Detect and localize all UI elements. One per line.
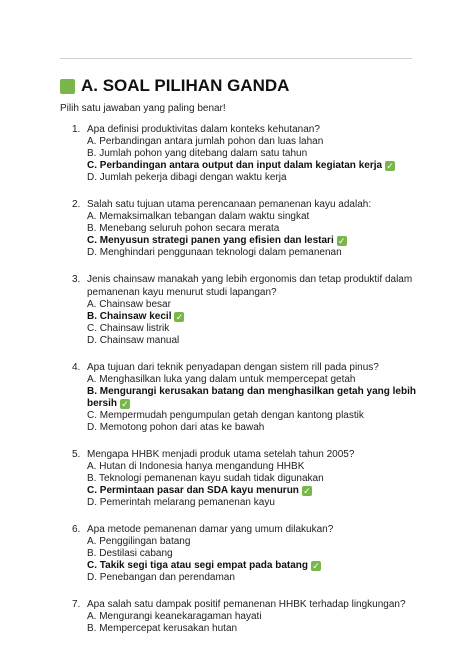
question-text-row: [60, 198, 420, 211]
question-text: Apa metode pemanenan damar yang umum dilakukan?: [87, 524, 334, 535]
correct-answer-option: [87, 235, 420, 247]
option-label: B. Teknologi pemanenan kayu sudah tidak digunakan: [87, 473, 324, 484]
option-label: B. Menebang seluruh pohon secara merata: [87, 223, 280, 234]
option-label: D. Jumlah pekerja dibagi dengan waktu kerja: [87, 172, 287, 183]
answer-option: [87, 548, 420, 560]
option-label: B. Destilasi cabang: [87, 548, 173, 559]
answer-option: [87, 223, 420, 235]
question-item: [60, 598, 420, 635]
question-text: Salah satu tujuan utama perencanaan pemanenan kayu adalah:: [87, 199, 372, 210]
answer-option: [87, 136, 420, 148]
green-square-icon: [60, 79, 75, 94]
question-text: Jenis chainsaw manakah yang lebih ergonomis dan tetap produktif dalam pemanenan kayu menurut studi lapangan?: [87, 274, 413, 298]
section-title: A. SOAL PILIHAN GANDA: [81, 76, 290, 95]
option-label: C. Mempermudah pengumpulan getah dengan kantong plastik: [87, 410, 364, 421]
answer-option: [87, 374, 420, 386]
answer-option: [87, 148, 420, 160]
question-text-row: [60, 448, 420, 461]
answer-option: [87, 473, 420, 485]
check-mark-icon: ✓: [386, 161, 394, 171]
question-number: 1.: [72, 124, 81, 135]
answer-option: [87, 461, 420, 473]
option-label: A. Penggilingan batang: [87, 536, 191, 547]
answer-option: [87, 611, 420, 623]
answer-option: [87, 335, 420, 347]
option-label: C. Menyusun strategi panen yang efisien dan lestari: [87, 235, 334, 246]
option-label: C. Takik segi tiga atau segi empat pada batang: [87, 560, 308, 571]
option-label: C. Perbandingan antara output dan input dalam kegiatan kerja: [87, 160, 383, 171]
answer-option: [87, 323, 420, 335]
correct-answer-option: [87, 386, 420, 410]
check-mark-icon: ✓: [121, 399, 129, 409]
option-label: A. Chainsaw besar: [87, 299, 171, 310]
top-divider: [60, 58, 412, 59]
correct-answer-option: [87, 311, 420, 323]
option-label: A. Hutan di Indonesia hanya mengandung HHBK: [87, 461, 305, 472]
option-list: [60, 461, 420, 509]
question-text: Apa definisi produktivitas dalam konteks kehutanan?: [87, 124, 320, 135]
option-label: A. Perbandingan antara jumlah pohon dan luas lahan: [87, 136, 324, 147]
question-number: 2.: [72, 199, 81, 210]
check-mark-icon: ✓: [312, 561, 320, 571]
question-item: [60, 198, 420, 259]
option-list: [60, 536, 420, 584]
question-item: [60, 273, 420, 347]
question-text-row: [60, 361, 420, 374]
question-number: 6.: [72, 524, 81, 535]
question-item: [60, 448, 420, 509]
option-label: A. Menghasilkan luka yang dalam untuk mempercepat getah: [87, 374, 356, 385]
question-item: [60, 361, 420, 434]
question-text-row: [60, 273, 420, 299]
correct-answer-option: [87, 485, 420, 497]
correct-answer-option: [87, 160, 420, 172]
answer-option: [87, 536, 420, 548]
option-list: [60, 611, 420, 635]
correct-answer-option: [87, 560, 420, 572]
question-text-row: [60, 598, 420, 611]
option-label: B. Jumlah pohon yang ditebang dalam satu tahun: [87, 148, 308, 159]
option-label: D. Chainsaw manual: [87, 335, 180, 346]
question-number: 4.: [72, 362, 81, 373]
question-item: [60, 523, 420, 584]
option-label: D. Pemerintah melarang pemanenan kayu: [87, 497, 275, 508]
option-label: A. Memaksimalkan tebangan dalam waktu singkat: [87, 211, 310, 222]
option-label: B. Chainsaw kecil: [87, 311, 172, 322]
option-list: [60, 374, 420, 434]
answer-option: [87, 623, 420, 635]
option-label: D. Memotong pohon dari atas ke bawah: [87, 422, 265, 433]
question-number: 3.: [72, 274, 81, 285]
option-label: B. Mempercepat kerusakan hutan: [87, 623, 238, 634]
question-item: [60, 123, 420, 184]
option-label: C. Chainsaw listrik: [87, 323, 170, 334]
question-number: 5.: [72, 449, 81, 460]
answer-option: [87, 410, 420, 422]
answer-option: [87, 497, 420, 509]
question-number: 7.: [72, 599, 81, 610]
answer-option: [87, 247, 420, 259]
answer-option: [87, 299, 420, 311]
option-label: C. Permintaan pasar dan SDA kayu menurun: [87, 485, 299, 496]
option-label: B. Mengurangi kerusakan batang dan menghasilkan getah yang lebih bersih: [87, 386, 416, 409]
answer-option: [87, 211, 420, 223]
check-mark-icon: ✓: [175, 312, 184, 322]
option-label: D. Penebangan dan perendaman: [87, 572, 235, 583]
instruction-text: Pilih satu jawaban yang paling benar!: [60, 103, 226, 114]
question-text-row: [60, 123, 420, 136]
section-heading: [60, 76, 289, 96]
option-list: [60, 136, 420, 184]
question-list: [60, 123, 420, 649]
option-label: D. Menghindari penggunaan teknologi dalam pemanenan: [87, 247, 342, 258]
option-label: A. Mengurangi keanekaragaman hayati: [87, 611, 262, 622]
option-list: [60, 299, 420, 347]
option-list: [60, 211, 420, 259]
answer-option: [87, 172, 420, 184]
question-text: Mengapa HHBK menjadi produk utama setelah tahun 2005?: [87, 449, 355, 460]
check-mark-icon: ✓: [303, 486, 311, 496]
question-text: Apa tujuan dari teknik penyadapan dengan sistem rill pada pinus?: [87, 362, 379, 373]
answer-option: [87, 422, 420, 434]
question-text: Apa salah satu dampak positif pemanenan HHBK terhadap lingkungan?: [87, 599, 406, 610]
answer-option: [87, 572, 420, 584]
question-text-row: [60, 523, 420, 536]
check-mark-icon: ✓: [337, 236, 346, 246]
